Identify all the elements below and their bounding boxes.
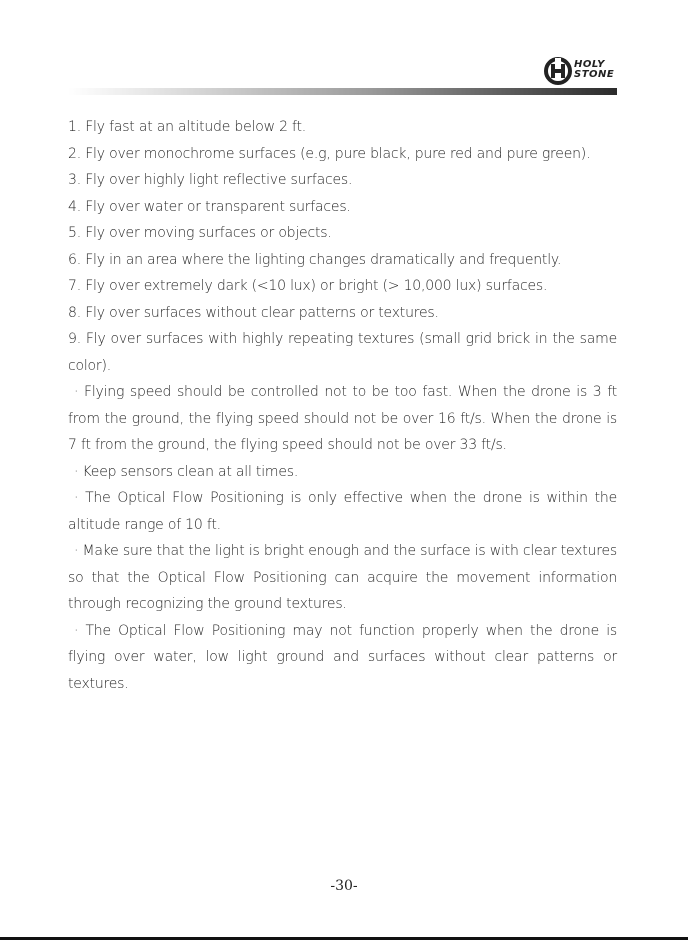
- list-item: 9. Fly over surfaces with highly repeating textures (small grid brick in the same color).: [68, 331, 617, 374]
- list-item: 1. Fly fast at an altitude below 2 ft.: [68, 119, 307, 135]
- header-gradient-rule: [68, 88, 617, 95]
- page-number: -30-: [330, 878, 358, 894]
- holy-stone-emblem-icon: [543, 56, 573, 86]
- logo-text-holy: HOLY: [574, 59, 605, 70]
- note-paragraph: · Keep sensors clean at all times.: [74, 463, 299, 480]
- logo-text-stone: STONE: [574, 69, 615, 80]
- list-item: 8. Fly over surfaces without clear patterns or textures.: [68, 304, 439, 321]
- note-paragraph: · Make sure that the light is bright enough and the surface is with clear textures so that the Optical Flow Positioning can acquire the movement information through recognizing the ground textures.: [68, 543, 617, 612]
- note-paragraph: · The Optical Flow Positioning may not function properly when the drone is flying over water, low light ground and surfaces without clear patterns or textures.: [68, 622, 617, 692]
- page-body: [68, 114, 617, 697]
- list-item: 6. Fly in an area where the lighting changes dramatically and frequently.: [68, 251, 562, 268]
- list-item: 2. Fly over monochrome surfaces (e.g, pure black, pure red and pure green).: [68, 145, 591, 162]
- note-paragraph: · The Optical Flow Positioning is only effective when the drone is within the altitude range of 10 ft.: [68, 490, 617, 533]
- list-item: 7. Fly over extremely dark (<10 lux) or bright (> 10,000 lux) surfaces.: [68, 278, 548, 294]
- note-paragraph: · Flying speed should be controlled not to be too fast. When the drone is 3 ft from the ground, the flying speed should not be over 16 ft/s. When the drone is 7 ft from the ground, the flying speed should not be over 33 ft/s.: [68, 384, 617, 453]
- list-item: 3. Fly over highly light reflective surfaces.: [68, 172, 353, 188]
- list-item: 4. Fly over water or transparent surfaces.: [68, 198, 351, 215]
- holy-stone-logo: [543, 56, 618, 88]
- list-item: 5. Fly over moving surfaces or objects.: [68, 225, 332, 241]
